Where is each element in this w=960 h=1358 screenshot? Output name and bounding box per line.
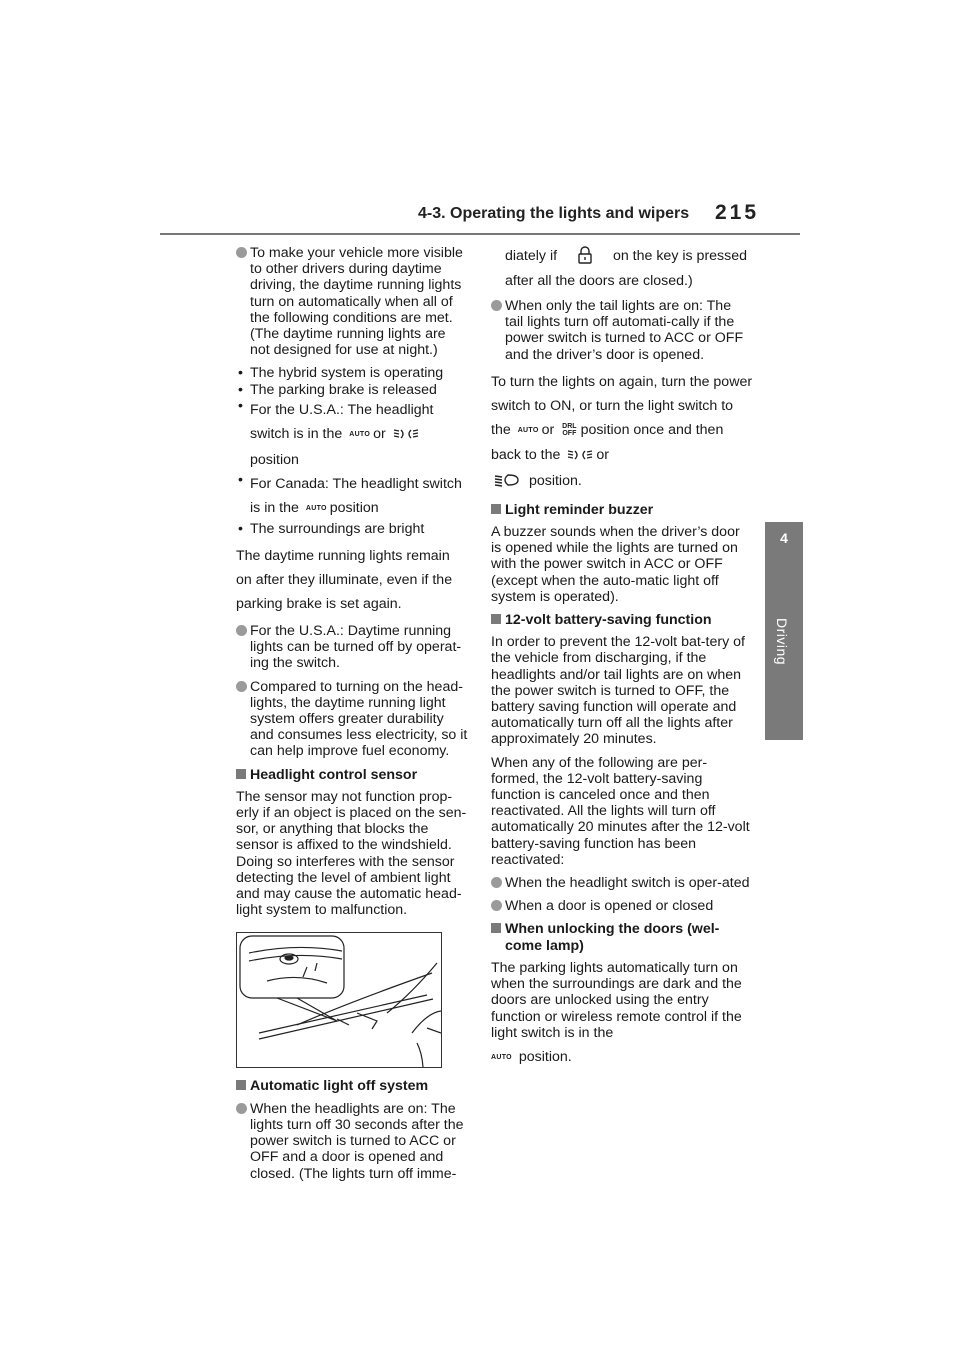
paragraph: A buzzer sounds when the driver’s door is opened while the lights are turned on with the power switch in ACC or OFF (except when the auto-matic light off system is operated).: [491, 524, 740, 605]
right-column: [491, 245, 753, 1073]
condition-item: • The hybrid system is operating: [238, 365, 444, 382]
condition-item: • For Canada: The headlight switch is in the AUTO position: [236, 472, 468, 521]
chapter-label: Driving: [774, 618, 790, 666]
square-marker-icon: [491, 614, 501, 624]
section-heading: Light reminder buzzer: [491, 502, 753, 518]
square-marker-icon: [236, 769, 246, 779]
square-marker-icon: [491, 504, 501, 514]
bullet-dot-icon: [236, 247, 247, 258]
bullet-dot-icon: [491, 900, 502, 911]
headlight-low-beam-icon: [494, 471, 522, 495]
paragraph: To turn the lights on again, turn the power switch to ON, or turn the light switch to the AUTO or DRL OFF position once and then back to the or position.: [491, 370, 753, 495]
left-column: [236, 245, 468, 1189]
header-divider: [160, 233, 800, 235]
drl-off-icon: DRL OFF: [562, 422, 577, 437]
square-marker-icon: [491, 923, 501, 933]
section-title: 4-3. Operating the lights and wipers: [418, 205, 690, 222]
auto-icon: AUTO: [349, 430, 371, 438]
section-heading: Automatic light off system: [236, 1078, 468, 1094]
bullet-dot-icon: [491, 877, 502, 888]
sensor-illustration: [236, 932, 442, 1068]
bullet-dot-icon: [236, 681, 247, 692]
paragraph: When any of the following are per-formed, the 12-volt battery-saving function is canceled once and then reactivated. All the lights will turn off automatically 20 minutes after the 12-volt battery-saving function has been reactivated:: [491, 754, 750, 868]
condition-item: • The surroundings are bright: [238, 520, 425, 537]
paragraph: In order to prevent the 12-volt bat-tery of the vehicle from discharging, if the headlights and/or tail lights are on when the power switch is turned to OFF, the battery saving function will operate and automatically turn off all the lights after approximately 20 minutes.: [491, 634, 745, 748]
chapter-number: 4: [780, 530, 788, 546]
bullet-dot-icon: [491, 300, 502, 311]
list-item: Compared to turning on the head-lights, the daytime running light system offers greater durability and consumes less electricity, so it can help improve fuel economy.: [236, 679, 468, 760]
list-item: When only the tail lights are on: The tail lights turn off automati-cally if the power switch is turned to ACC or OFF and the driver’s door is opened.: [491, 298, 753, 363]
auto-icon: AUTO: [491, 1053, 512, 1061]
section-heading: 12-volt battery-saving function: [491, 612, 753, 628]
condition-item: • For the U.S.A.: The headlight switch is in the AUTO or position: [238, 397, 434, 468]
section-heading: Headlight control sensor: [236, 767, 468, 783]
parking-lights-icon: [567, 445, 593, 469]
page-number: 215: [715, 201, 760, 224]
bullet-dot-icon: [236, 1103, 247, 1114]
square-marker-icon: [236, 1080, 246, 1090]
list-item: For the U.S.A.: Daytime running lights can be turned off by operat-ing the switch.: [236, 623, 468, 672]
headlight-low-beam-icon: [393, 424, 419, 448]
condition-item: • The parking brake is released: [238, 381, 437, 398]
paragraph: The parking lights automatically turn on when the surroundings are dark and the doors are unlocked using the entry function or wireless remote control if the light switch is in the AUTO position.: [491, 959, 742, 1065]
bullet-dot-icon: [236, 625, 247, 636]
paragraph: diately if on the key is pressed after all the doors are closed.): [491, 245, 753, 291]
paragraph: The sensor may not function prop-erly if an object is placed on the sen-sor, or anything that blocks the sensor is affixed to the windshield. Doing so interferes with the sensor detecting the level of ambient light and may cause the automatic head-light system to malfunction.: [236, 788, 467, 919]
auto-icon: AUTO: [517, 426, 539, 434]
paragraph: The daytime running lights remain on after they illuminate, even if the parking brake is set again.: [236, 548, 453, 613]
list-item: To make your vehicle more visible to other drivers during daytime driving, the daytime running lights turn on automatically when all of the following conditions are met. (The daytime running lights are not designed for use at night.): [236, 245, 468, 358]
section-heading: When unlocking the doors (wel-come lamp): [491, 921, 753, 953]
list-item: When the headlights are on: The lights turn off 30 seconds after the power switch is turned to ACC or OFF and a door is opened and closed. (The lights turn off imme-: [236, 1101, 468, 1182]
list-item: When a door is opened or closed: [491, 898, 753, 914]
list-item: When the headlight switch is oper-ated: [491, 875, 753, 891]
lock-icon: [561, 245, 609, 271]
auto-icon: AUTO: [305, 504, 327, 512]
